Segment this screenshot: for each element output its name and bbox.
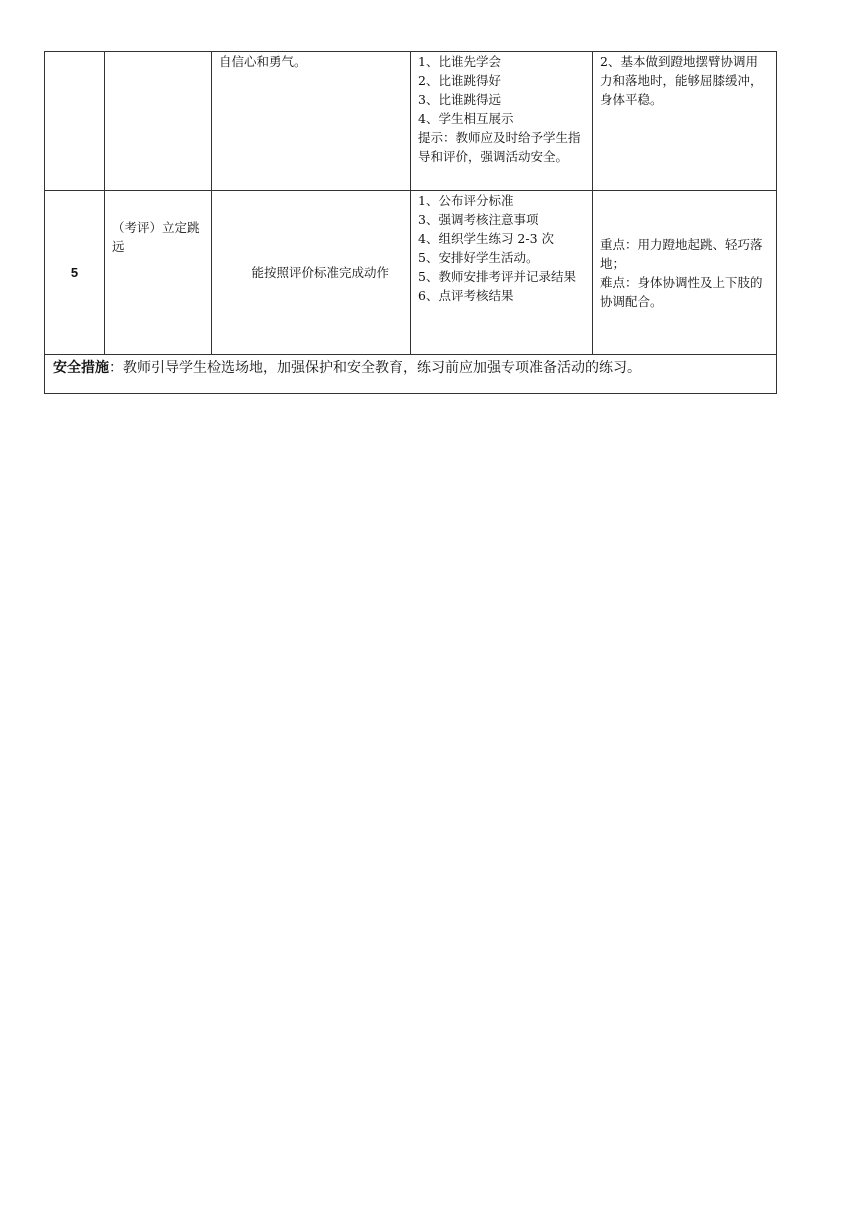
safety-label: 安全措施 bbox=[53, 360, 109, 376]
lesson-plan-table bbox=[44, 51, 777, 394]
table-row bbox=[45, 191, 777, 355]
activity-item: 4、组织学生练习 2-3 次 bbox=[418, 231, 555, 246]
objective-cell bbox=[212, 52, 411, 191]
activity-item: 4、学生相互展示 bbox=[418, 111, 514, 126]
row-number-cell: 5 bbox=[45, 191, 105, 355]
activity-tip: 提示：教师应及时给予学生指导和评价，强调活动安全。 bbox=[418, 130, 581, 164]
safety-cell bbox=[45, 355, 777, 394]
safety-text: ：教师引导学生检选场地，加强保护和安全教育，练习前应加强专项准备活动的练习。 bbox=[109, 360, 641, 376]
activities-cell bbox=[411, 52, 593, 191]
objective-text: 能按照评价标准完成动作 bbox=[251, 265, 390, 280]
key-points-cell bbox=[593, 52, 777, 191]
content-cell bbox=[105, 191, 212, 355]
key-points-text: 2、基本做到蹬地摆臂协调用力和落地时，能够屈膝缓冲，身体平稳。 bbox=[600, 54, 763, 107]
key-point-difficulty: 难点：身体协调性及上下肢的协调配合。 bbox=[600, 274, 763, 309]
safety-row bbox=[45, 355, 777, 394]
activities-cell bbox=[411, 191, 593, 355]
activity-item: 1、公布评分标准 bbox=[418, 193, 514, 208]
objective-cell bbox=[212, 191, 411, 355]
objective-text: 自信心和勇气。 bbox=[219, 54, 307, 69]
key-points-cell bbox=[593, 191, 777, 355]
key-point-primary: 重点：用力蹬地起跳、轻巧落地； bbox=[600, 236, 763, 271]
activity-item: 2、比谁跳得好 bbox=[418, 73, 501, 88]
activity-item: 3、比谁跳得远 bbox=[418, 92, 501, 107]
table-row bbox=[45, 52, 777, 191]
content-cell bbox=[105, 52, 212, 191]
activity-item: 3、强调考核注意事项 bbox=[418, 212, 539, 227]
row-number-cell bbox=[45, 52, 105, 191]
activity-item: 6、点评考核结果 bbox=[418, 288, 514, 303]
activity-item: 5、安排好学生活动。 bbox=[418, 250, 539, 265]
activity-item: 1、比谁先学会 bbox=[418, 54, 501, 69]
activity-item: 5、教师安排考评并记录结果 bbox=[418, 269, 576, 284]
content-text: （考评）立定跳远 bbox=[112, 220, 200, 254]
